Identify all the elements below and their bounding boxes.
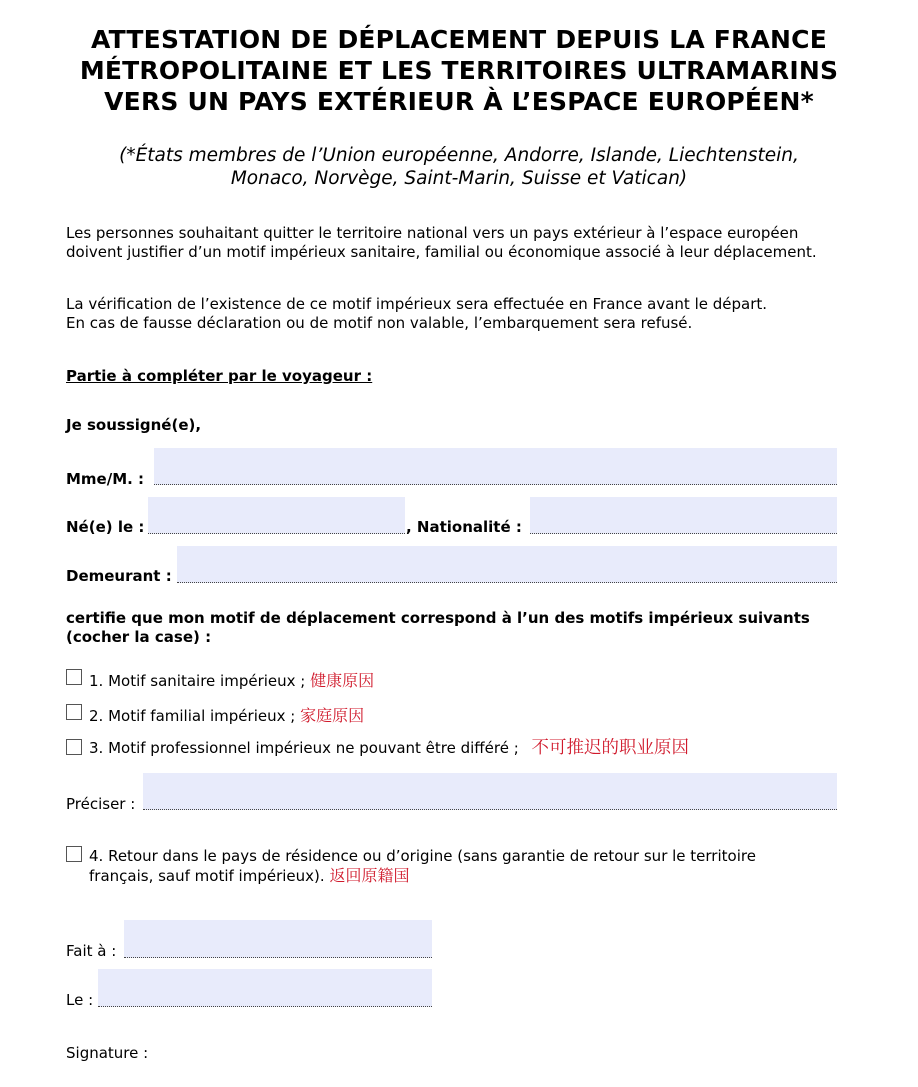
- residence-field[interactable]: [177, 546, 837, 583]
- date-field[interactable]: [98, 969, 432, 1007]
- option-3: [89, 739, 689, 758]
- option-2: [89, 706, 364, 726]
- option-1: [89, 671, 374, 691]
- fait-label: Fait à :: [66, 942, 117, 960]
- residence-label: Demeurant :: [66, 567, 172, 585]
- option-3-label: 3. Motif professionnel impérieux ne pouvant être différé ;: [89, 739, 519, 757]
- option-3-checkbox[interactable]: [66, 739, 82, 755]
- intro-paragraph-2-line-2: En cas de fausse déclaration ou de motif non valable, l’embarquement sera refusé.: [66, 314, 693, 332]
- option-1-checkbox[interactable]: [66, 669, 82, 685]
- page-title: [0, 24, 918, 117]
- birth-date-field[interactable]: [148, 497, 405, 534]
- option-1-note: 健康原因: [310, 671, 375, 690]
- intro-paragraph-2: [66, 295, 846, 333]
- date-label: Le :: [66, 991, 94, 1009]
- intro-paragraph-2-line-1: La vérification de l’existence de ce motif impérieux sera effectuée en France avant le départ.: [66, 295, 768, 313]
- subtitle: [0, 144, 918, 190]
- subtitle-line-2: Monaco, Norvège, Saint-Marin, Suisse et Vatican): [230, 168, 688, 189]
- born-label: Né(e) le :: [66, 518, 145, 536]
- option-4-line-2: français, sauf motif impérieux).: [89, 867, 325, 885]
- certify-text: certifie que mon motif de déplacement correspond à l’un des motifs impérieux suivants (cocher la case) :: [66, 609, 810, 646]
- name-field[interactable]: [154, 448, 837, 485]
- option-1-label: 1. Motif sanitaire impérieux ;: [89, 672, 306, 690]
- title-line-1: ATTESTATION DE DÉPLACEMENT DEPUIS LA FRANCE: [90, 25, 828, 54]
- fait-field[interactable]: [124, 920, 432, 958]
- option-4-checkbox[interactable]: [66, 846, 82, 862]
- preciser-label: Préciser :: [66, 795, 136, 813]
- title-line-3: VERS UN PAYS EXTÉRIEUR À L’ESPACE EUROPÉEN*: [104, 87, 814, 116]
- title-line-2: MÉTROPOLITAINE ET LES TERRITOIRES ULTRAMARINS: [79, 56, 839, 85]
- intro-paragraph-1: Les personnes souhaitant quitter le territoire national vers un pays extérieur à l’espace européen doivent justifier d’un motif impérieux sanitaire, familial ou économique associé à leur déplacement.: [66, 224, 817, 261]
- signature-label: Signature :: [66, 1044, 149, 1062]
- undersigned-label: Je soussigné(e),: [66, 416, 202, 434]
- section-heading: Partie à compléter par le voyageur :: [66, 367, 373, 385]
- preciser-field[interactable]: [143, 773, 837, 810]
- option-2-checkbox[interactable]: [66, 704, 82, 720]
- option-4-note: 返回原籍国: [329, 866, 410, 885]
- nationality-field[interactable]: [530, 497, 837, 534]
- option-2-note: 家庭原因: [300, 706, 365, 725]
- subtitle-line-1: (*États membres de l’Union européenne, Andorre, Islande, Liechtenstein,: [119, 145, 799, 166]
- nationality-label: , Nationalité :: [406, 518, 522, 536]
- name-label: Mme/M. :: [66, 470, 145, 488]
- option-3-note: 不可推迟的职业原因: [531, 738, 690, 758]
- option-4: [89, 847, 829, 886]
- option-4-line-1: 4. Retour dans le pays de résidence ou d’origine (sans garantie de retour sur le territoire: [89, 847, 756, 865]
- option-2-label: 2. Motif familial impérieux ;: [89, 707, 296, 725]
